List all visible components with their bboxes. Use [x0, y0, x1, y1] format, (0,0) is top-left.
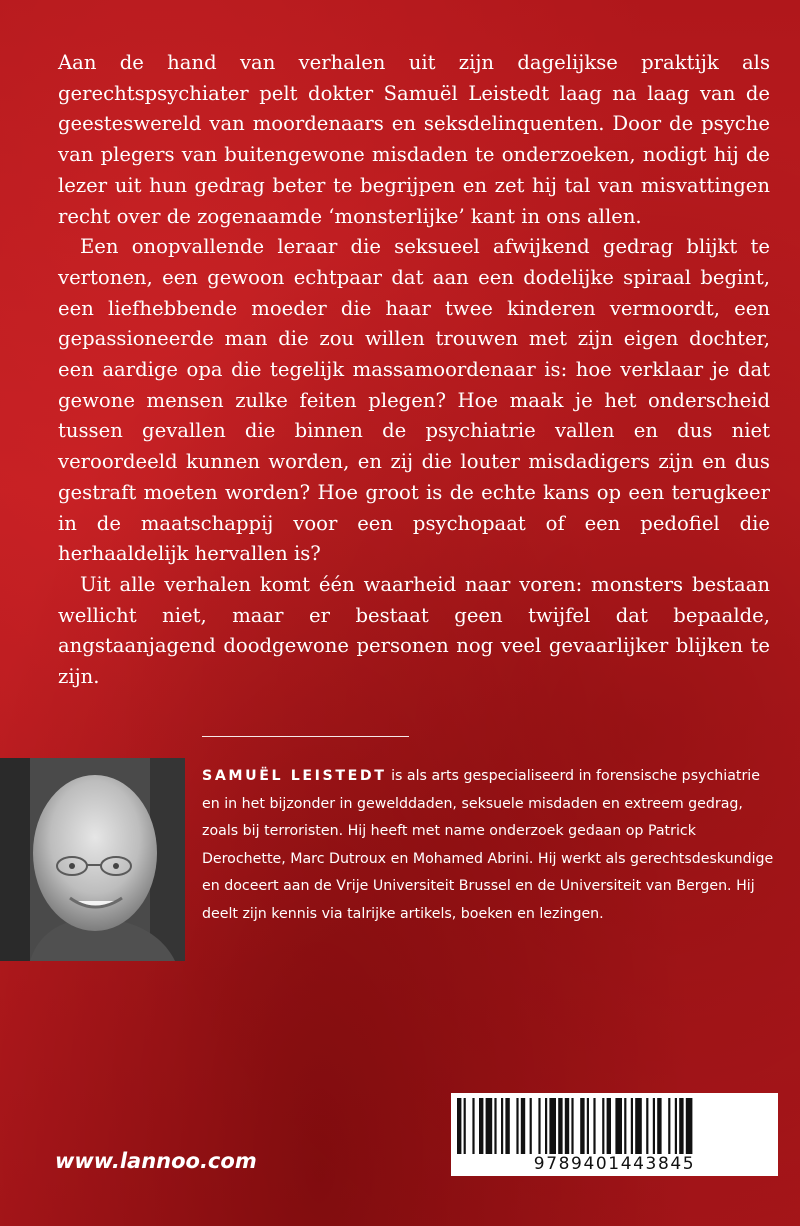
barcode-bar [646, 1098, 648, 1154]
barcode-bar [587, 1098, 589, 1154]
barcode-bar [668, 1098, 670, 1154]
blurb-paragraph-3: Uit alle verhalen komt één waarheid naar voren: monsters bestaan wellicht niet, maar er bestaat geen twijfel dat bepaalde, angstaanjagend doodgewone personen nog veel gevaarlijker blijken te zijn. [58, 572, 770, 689]
barcode-bar [580, 1098, 584, 1154]
barcode-bar [631, 1098, 633, 1154]
author-name: SAMUËL LEISTEDT [202, 768, 387, 784]
barcode-bar [565, 1098, 569, 1154]
barcode-bar [657, 1098, 661, 1154]
barcode-bar [615, 1098, 622, 1154]
barcode-bar [464, 1098, 466, 1154]
barcode-bar [479, 1098, 483, 1154]
blurb-paragraph-1: Aan de hand van verhalen uit zijn dagelijkse praktijk als gerechtspsychiater pelt dokter Samuël Leistedt laag na laag van de geesteswereld van moordenaars en seksdelinquenten. Door de psyche van plegers van buitengewone misdaden te onderzoeken, nodigt hij de lezer uit hun gedrag beter te begrijpen en zet hij tal van misvattingen recht over de zogenaamde ‘monsterlijke’ kant in ons allen. [58, 51, 770, 228]
barcode-bar [521, 1098, 525, 1154]
author-bio [202, 763, 774, 928]
barcode-bar [538, 1098, 540, 1154]
blurb-paragraph-2: Een onopvallende leraar die seksueel afwijkend gedrag blijkt te vertonen, een gewoon echtpaar dat aan een dodelijke spiraal begint, een liefhebbende moeder die haar twee kinderen vermoordt, een gepassioneerde man die zou willen trouwen met zijn eigen dochter, een aardige opa die tegelijk massamoordenaar is: hoe verklaar je dat gewone mensen zulke feiten plegen? Hoe maak je het onderscheid tussen gevallen die binnen de psychiatrie vallen en dus niet veroordeeld kunnen worden, en zij die louter misdadigers zijn en dus gestraft moeten worden? Hoe groot is de echte kans op een terugkeer in de maatschappij voor een psychopaat of een pedofiel die herhaaldelijk hervallen is? [58, 235, 770, 566]
barcode-bar [607, 1098, 611, 1154]
barcode-bar [624, 1098, 626, 1154]
barcode-bar [472, 1098, 474, 1154]
barcode-bar [516, 1098, 518, 1154]
barcode-bar [505, 1098, 509, 1154]
isbn-number: 9789401443845 [533, 1154, 696, 1174]
author-bio-text: is als arts gespecialiseerd in forensische psychiatrie en in het bijzonder in gewelddaden, seksuele misdaden en extreem gedrag, zoals bij terroristen. Hij heeft met name onderzoek gedaan op Patrick Derochette, Marc Dutroux en Mohamed Abrini. Hij werkt als gerechtsdeskundige en doceert aan de Vrije Universiteit Brussel en de Universiteit van Bergen. Hij deelt zijn kennis via talrijke artikels, boeken en lezingen. [202, 768, 774, 922]
barcode-bar [686, 1098, 693, 1154]
barcode-bar [558, 1098, 562, 1154]
barcode-bar [501, 1098, 503, 1154]
publisher-website: www.lannoo.com [55, 1149, 257, 1173]
back-cover-blurb [58, 48, 770, 693]
barcode-bar [593, 1098, 595, 1154]
isbn-barcode [451, 1093, 778, 1176]
barcode-bar [457, 1098, 461, 1154]
barcode-bar [486, 1098, 493, 1154]
barcode-bar [571, 1098, 573, 1154]
author-portrait-icon [0, 758, 185, 961]
barcode-bar [679, 1098, 683, 1154]
barcode-bar [549, 1098, 556, 1154]
author-divider [202, 736, 409, 737]
barcode-bar [653, 1098, 655, 1154]
barcode-bar [530, 1098, 532, 1154]
barcode-bar [494, 1098, 496, 1154]
barcode-bar [675, 1098, 677, 1154]
barcode-bar [602, 1098, 604, 1154]
author-photo [0, 758, 185, 961]
barcode-icon [457, 1098, 772, 1154]
barcode-bar [545, 1098, 547, 1154]
barcode-bar [635, 1098, 642, 1154]
